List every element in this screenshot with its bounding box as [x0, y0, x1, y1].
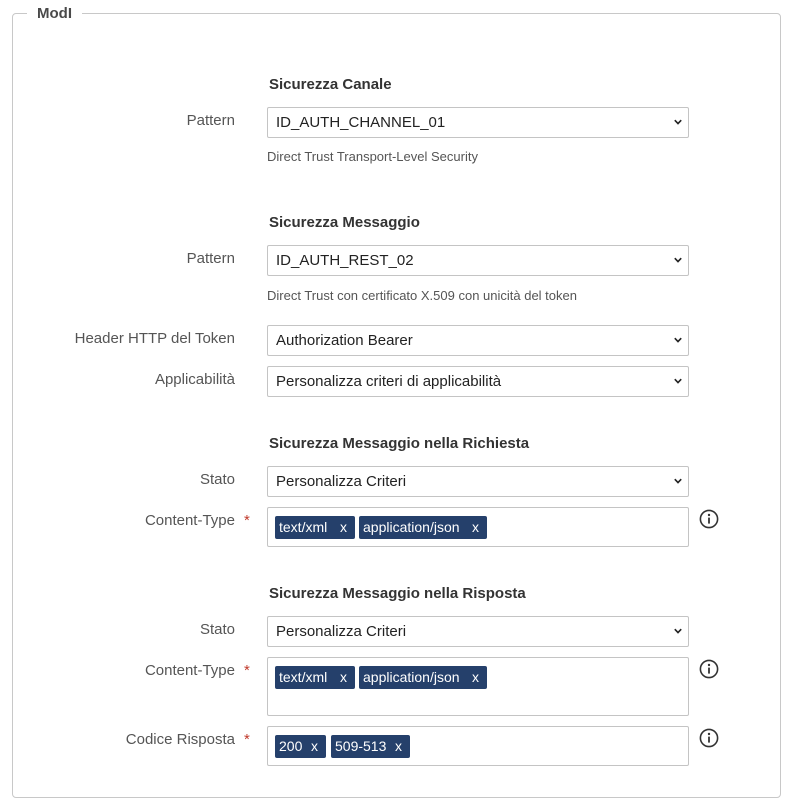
section-title-canale: Sicurezza Canale [269, 76, 392, 93]
canale-pattern-value: ID_AUTH_CHANNEL_01 [276, 114, 446, 131]
chevron-down-icon [674, 256, 682, 264]
remove-tag-button[interactable]: x [340, 669, 347, 685]
header-token-value: Authorization Bearer [276, 332, 413, 349]
tag-label: 200 [279, 738, 303, 754]
info-circle-icon[interactable] [699, 728, 719, 748]
info-circle-icon[interactable] [699, 509, 719, 529]
section-title-richiesta: Sicurezza Messaggio nella Richiesta [269, 435, 530, 452]
tag-chip [359, 516, 487, 539]
remove-tag-button[interactable]: x [311, 738, 318, 754]
codice-risposta-label [125, 730, 250, 750]
chevron-down-icon [674, 336, 682, 344]
codice-risposta-text: Codice Risposta [125, 731, 235, 748]
applicabilita-select[interactable] [267, 366, 689, 397]
risposta-stato-select[interactable] [267, 616, 689, 647]
header-token-label: Header HTTP del Token [74, 330, 235, 347]
remove-tag-button[interactable]: x [395, 738, 402, 754]
richiesta-content-type-label [144, 511, 250, 531]
header-token-select[interactable] [267, 325, 689, 356]
chevron-down-icon [674, 627, 682, 635]
risposta-stato-label: Stato [199, 621, 235, 638]
risposta-content-type-label [144, 661, 250, 681]
tag-label: text/xml [279, 519, 328, 535]
required-marker: * [244, 662, 250, 679]
richiesta-stato-value: Personalizza Criteri [276, 473, 407, 490]
applicabilita-value: Personalizza criteri di applicabilità [276, 373, 502, 390]
richiesta-content-type-text: Content-Type [144, 512, 235, 529]
required-marker: * [244, 512, 250, 529]
canale-pattern-hint: Direct Trust Transport-Level Security [267, 149, 478, 164]
section-title-risposta: Sicurezza Messaggio nella Risposta [269, 585, 526, 602]
section-title-messaggio: Sicurezza Messaggio [269, 214, 420, 231]
richiesta-stato-label: Stato [199, 471, 235, 488]
remove-tag-button[interactable]: x [472, 669, 479, 685]
chevron-down-icon [674, 118, 682, 126]
tag-label: text/xml [279, 669, 328, 685]
tag-chip [331, 735, 410, 758]
richiesta-content-type-input[interactable] [267, 507, 689, 547]
canale-pattern-label: Pattern [186, 112, 235, 129]
messaggio-pattern-value: ID_AUTH_REST_02 [276, 252, 414, 269]
tag-chip [275, 516, 355, 539]
messaggio-pattern-label: Pattern [186, 250, 235, 267]
chevron-down-icon [674, 377, 682, 385]
richiesta-stato-select[interactable] [267, 466, 689, 497]
tag-label: 509-513 [335, 738, 387, 754]
required-marker: * [244, 731, 250, 748]
risposta-stato-value: Personalizza Criteri [276, 623, 407, 640]
tag-label: application/json [363, 519, 460, 535]
tag-chip [359, 666, 487, 689]
risposta-content-type-input[interactable] [267, 657, 689, 716]
tag-chip [275, 735, 326, 758]
remove-tag-button[interactable]: x [472, 519, 479, 535]
risposta-content-type-text: Content-Type [144, 662, 235, 679]
fieldset-legend: ModI [27, 4, 82, 24]
chevron-down-icon [674, 477, 682, 485]
remove-tag-button[interactable]: x [340, 519, 347, 535]
codice-risposta-input[interactable] [267, 726, 689, 766]
canale-pattern-select[interactable] [267, 107, 689, 138]
tag-label: application/json [363, 669, 460, 685]
info-circle-icon[interactable] [699, 659, 719, 679]
messaggio-pattern-hint: Direct Trust con certificato X.509 con unicità del token [267, 288, 577, 303]
tag-chip [275, 666, 355, 689]
applicabilita-label: Applicabilità [154, 371, 235, 388]
messaggio-pattern-select[interactable] [267, 245, 689, 276]
